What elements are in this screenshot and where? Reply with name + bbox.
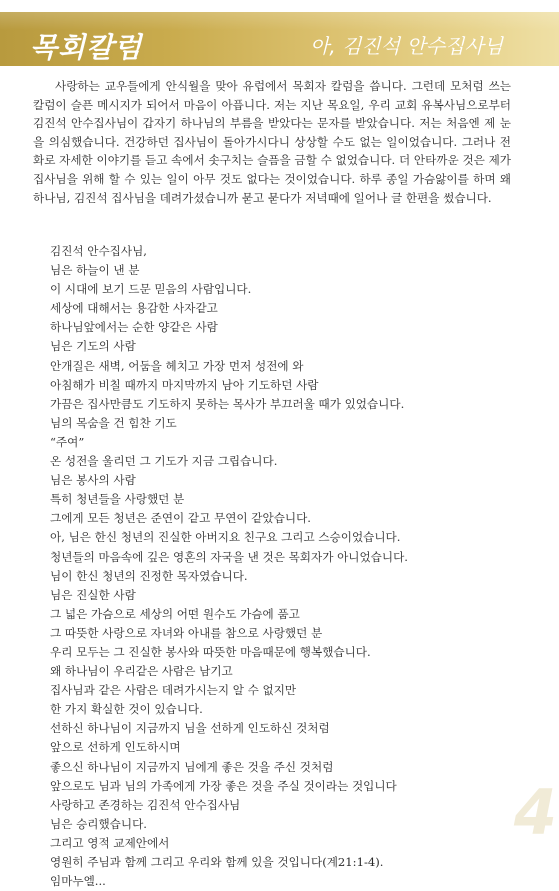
poem-line: 특히 청년들을 사랑했던 분 [50, 492, 185, 507]
poem-line: 님은 봉사의 사람 [50, 473, 136, 488]
poem-line: 님의 목숨을 건 힘찬 기도 [50, 415, 177, 430]
poem-line: 한 가지 확실한 것이 있습니다. [50, 702, 203, 717]
poem-line: “주여” [50, 434, 85, 449]
column-title: 목회칼럼 [30, 31, 143, 64]
poem [50, 242, 520, 891]
poem-line: 님은 진실한 사람 [50, 587, 136, 602]
page-number: 4 [513, 776, 557, 849]
poem-line: 세상에 대해서는 용감한 사자같고 [50, 301, 218, 316]
poem-line: 임마누엘... [50, 874, 106, 889]
poem-line: 님은 승리했습니다. [50, 816, 147, 831]
poem-line: 사랑하고 존경하는 김진석 안수집사님 [50, 797, 241, 812]
poem-line: 그 넓은 가슴으로 세상의 어떤 원수도 가슴에 품고 [50, 606, 300, 621]
poem-line: 안개질은 새벽, 어둠을 헤치고 가장 먼저 성전에 와 [50, 358, 304, 373]
poem-line: 영원히 주님과 함께 그리고 우리와 함께 있을 것입니다(계21:1-4). [50, 855, 384, 869]
header-banner [0, 12, 559, 66]
poem-line: 앞으로 선하게 인도하시며 [50, 740, 181, 755]
intro-paragraph: 사랑하는 교우들에게 안식월을 맞아 유럽에서 목회자 칼럼을 씁니다. 그런데 모처럼 쓰는 칼럼이 슬픈 메시지가 되어서 마음이 아픕니다. 저는 지난 목요일, 우리 교회 유복사님으로부터 김진석 안수집사님이 갑자기 하나님의 부름을 받았다는 문자를 받았습니다. 저는 처음엔 제 눈을 의심했습니다. 건강하던 집사님이 돌아가시다니 상상할 수도 없는 일이었습니다. 그러나 전화로 자세한 이야기를 듣고 속에서 솟구치는 슬픔을 금할 수 없었습니다. 더 안타까운 것은 제가 집사님을 위해 할 수 있는 일이 아무 것도 없다는 것이었습니다. 하루 종일 가슴앓이를 하며 왜 하나님, 김진석 집사님을 데려가셨습니까 묻고 묻다가 저녁때에 일어나 글 한편을 썼습니다. [33, 79, 511, 205]
poem-line: 가끔은 집사만큼도 기도하지 못하는 목사가 부끄러울 때가 있었습니다. [50, 396, 405, 411]
column-author: 아, 김진석 안수집사님 [310, 34, 503, 58]
poem-line: 님은 기도의 사람 [50, 339, 136, 354]
poem-line: 님이 한신 청년의 진정한 목자였습니다. [50, 568, 248, 583]
poem-line: 김진석 안수집사님, [50, 244, 147, 258]
poem-line: 님은 하늘이 낸 분 [50, 263, 140, 278]
poem-line: 그리고 영적 교제안에서 [50, 835, 170, 850]
poem-line: 온 성전을 울리던 그 기도가 지금 그립습니다. [50, 454, 278, 469]
poem-line: 앞으로도 님과 님의 가족에게 가장 좋은 것을 주실 것이라는 것입니다 [50, 778, 397, 793]
poem-line: 청년들의 마음속에 깊은 영혼의 자국을 낸 것은 목회자가 아니었습니다. [50, 549, 408, 564]
poem-line: 선하신 하나님이 지금까지 님을 선하게 인도하신 것처럼 [50, 721, 330, 736]
poem-line: 그 따뜻한 사랑으로 자녀와 아내를 참으로 사랑했던 분 [50, 625, 323, 640]
poem-line: 우리 모두는 그 진실한 봉사와 따뜻한 마음때문에 행복했습니다. [50, 644, 371, 659]
poem-line: 왜 하나님이 우리같은 사람은 남기고 [50, 664, 233, 679]
poem-line: 이 시대에 보기 드문 믿음의 사람입니다. [50, 282, 252, 297]
poem-line: 아, 님은 한신 청년의 진실한 아버지요 친구요 그리고 스승이었습니다. [50, 530, 401, 545]
poem-line: 그에게 모든 청년은 준연이 같고 무연이 같았습니다. [50, 511, 311, 526]
poem-line: 집사님과 같은 사람은 데려가시는지 알 수 없지만 [50, 683, 297, 698]
poem-line: 아침해가 비칠 때까지 마지막까지 남아 기도하던 사람 [50, 377, 319, 392]
poem-line: 하나님앞에서는 순한 양같은 사람 [50, 320, 218, 335]
poem-line: 좋으신 하나님이 지금까지 님에게 좋은 것을 주신 것처럼 [50, 759, 334, 774]
